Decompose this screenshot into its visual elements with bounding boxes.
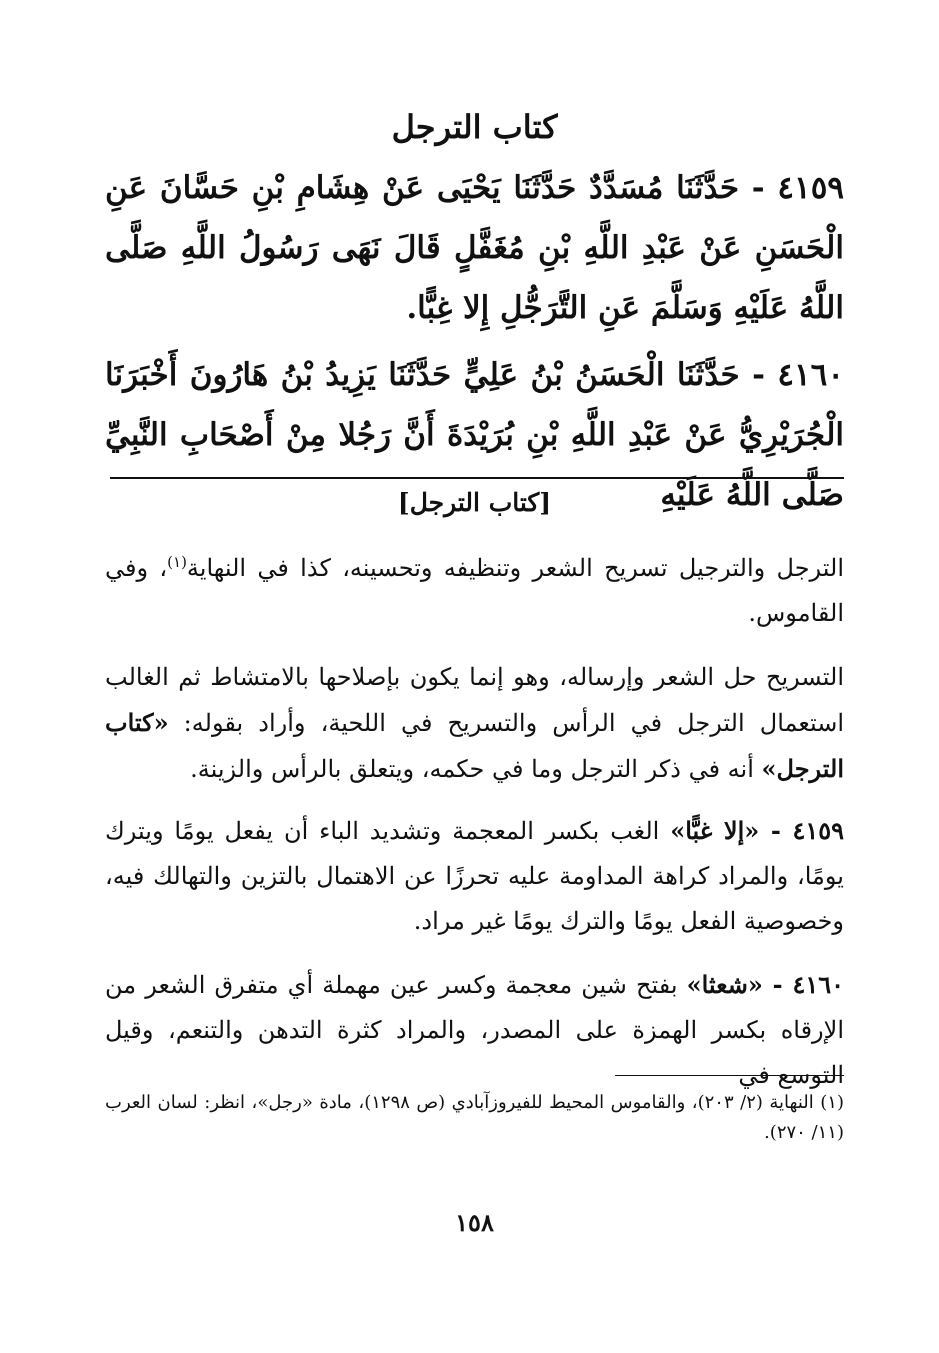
hadith-text: حَدَّثَنَا مُسَدَّدٌ حَدَّثَنَا يَحْيَى عَنْ هِشَامِ بْنِ حَسَّانَ عَنِ الْحَسَنِ عَنْ عَبْدِ اللَّهِ بْنِ مُغَفَّلٍ قَالَ نَهَى رَسُولُ اللَّهِ صَلَّى اللَّهُ عَلَيْهِ وَسَلَّمَ عَنِ التَّرَجُّلِ إِلا غِبًّا.: [105, 170, 844, 326]
hadith-number: ٤١٥٩: [777, 170, 844, 206]
commentary-text: التسريح حل الشعر وإرساله، وهو إنما يكون بإصلاحها بالامتشاط ثم الغالب استعمال الترجل في الرأس والتسريح في اللحية، وأراد بقوله:: [105, 663, 844, 737]
commentary-keyword: «شعثا»: [686, 970, 763, 999]
commentary-text: ، وفي القاموس.: [105, 554, 844, 627]
footnote: (١) النهاية (٢/ ٢٠٣)، والقاموس المحيط للفيروزآبادي (ص ١٢٩٨)، مادة «رجل»، انظر: لسان العرب (١١/ ٢٧٠).: [105, 1092, 844, 1143]
commentary-keyword: «كتاب الترجل»: [105, 708, 844, 783]
commentary-paragraph: [105, 808, 844, 944]
footnote-reference: (١): [167, 553, 187, 571]
commentary-paragraph: [105, 962, 844, 1098]
commentary-text: الغب بكسر المعجمة وتشديد الباء أن يفعل يومًا ويترك يومًا، والمراد كراهة المداومة عليه تحرزًا عن الاهتمال بالتزين والتهالك فيه، وخصوصية الفعل يومًا والترك يومًا غير مراد.: [105, 817, 844, 935]
commentary-keyword: «إلا غبًّا»: [670, 816, 760, 845]
footnote-divider: [615, 1075, 844, 1076]
commentary-number: ٤١٦٠ -: [762, 970, 844, 999]
commentary-text: الترجل والترجيل تسريح الشعر وتنظيفه وتحسينه، كذا في النهاية: [186, 554, 844, 582]
commentary-title: [كتاب الترجل]: [397, 488, 552, 517]
hadith-dash: -: [739, 357, 765, 393]
commentary-text: أنه في ذكر الترجل وما في حكمه، ويتعلق بالرأس والزينة.: [190, 755, 762, 783]
commentary-paragraph: [105, 655, 844, 792]
hadith-text: حَدَّثَنَا الْحَسَنُ بْنُ عَلِيٍّ حَدَّثَنَا يَزِيدُ بْنُ هَارُونَ أَخْبَرَنَا الْجُرَيْرِيُّ عَنْ عَبْدِ اللَّهِ بْنِ بُرَيْدَةَ أَنَّ رَجُلا مِنْ أَصْحَابِ النَّبِيِّ صَلَّى اللَّهُ عَلَيْهِ: [105, 357, 844, 513]
commentary-number: ٤١٥٩ -: [759, 816, 844, 845]
hadith-paragraph: [105, 158, 844, 338]
section-divider: [110, 477, 844, 479]
commentary-paragraph: [105, 540, 844, 636]
commentary-text: بفتح شين معجمة وكسر عين مهملة أي متفرق الشعر من الإرقاه بكسر الهمزة على المصدر، والمراد كثرة التدهن والتنعم، وقيل التوسع في: [105, 971, 844, 1089]
hadith-number: ٤١٦٠: [777, 357, 844, 393]
page-number: ١٥٨: [455, 1208, 494, 1237]
hadith-dash: -: [739, 170, 765, 206]
page-title: كتاب الترجل: [391, 108, 558, 146]
